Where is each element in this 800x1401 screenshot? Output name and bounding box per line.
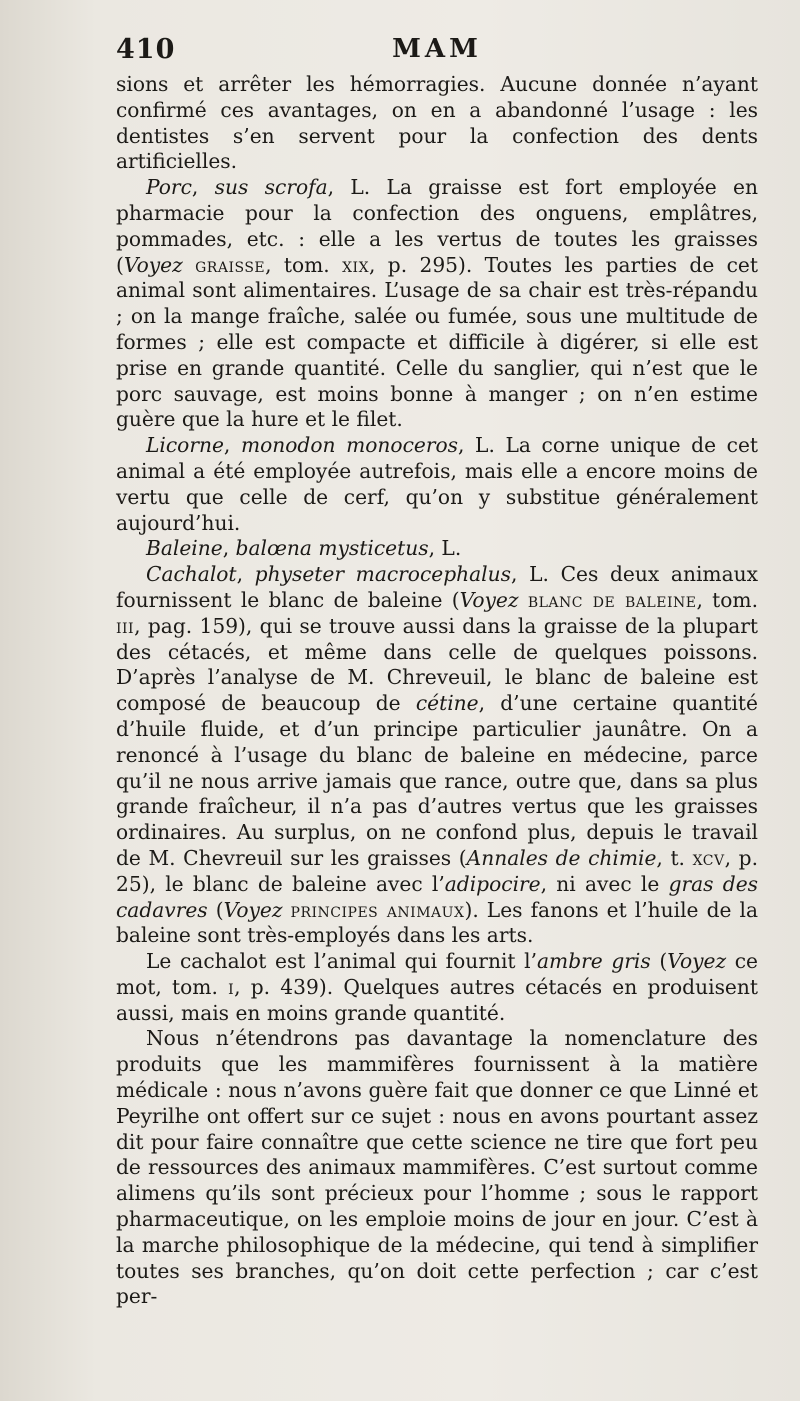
text-run: , <box>223 433 241 458</box>
text-run: ( <box>207 897 224 922</box>
text-run: sions et arrêter les hémorragies. Aucune donnée n’ayant confirmé ces avantages, on en a abandonné l’usage : les dentistes s’en servent pour la confection des dents artificielles. <box>116 72 758 174</box>
italic-run: monodon monoceros <box>240 433 458 458</box>
italic-run: sus scrofa <box>214 175 328 200</box>
text-run: , L. Ces deux animaux fournissent le blanc de baleine ( <box>116 562 758 612</box>
italic-run: cétine <box>415 691 479 716</box>
italic-run: Voyez <box>223 897 283 922</box>
paragraph-p7 <box>116 1026 758 1310</box>
text-run: , p. 25), le blanc de baleine avec l’ <box>116 845 758 896</box>
text-run <box>282 898 290 922</box>
text-run: , tom. <box>696 587 758 612</box>
paragraph-p1 <box>116 72 758 175</box>
paragraph-p3 <box>116 433 758 536</box>
small-caps-run: iii <box>116 613 135 638</box>
text-run: , <box>236 562 255 587</box>
page-number: 410 <box>116 34 176 65</box>
page-header <box>112 34 762 68</box>
small-caps-run: xcv <box>692 845 725 870</box>
text-run: , L. <box>428 536 462 561</box>
paragraph-p4 <box>116 536 758 562</box>
text-run: , <box>191 175 215 200</box>
italic-run: Voyez <box>123 252 183 277</box>
italic-run: balœna mysticetus <box>235 536 429 561</box>
text-run: , pag. 159), qui se trouve aussi dans la graisse de la plupart des cétacés, et même dans celle de quelques poissons. D’après l’analyse de M. Chreveuil, le blanc de baleine est composé de beaucoup de <box>116 613 758 716</box>
text-run: , L. La corne unique de cet animal a été employée autrefois, mais elle a encore moins de vertu que celle de cerf, qu’on y substitue généralement aujourd’hui. <box>116 433 759 535</box>
text-run: , p. 439). Quelques autres cétacés en produisent aussi, mais en moins grande quantité. <box>116 974 758 1025</box>
text-run: ). Les fanons et l’huile de la baleine sont très-employés dans les arts. <box>116 897 758 948</box>
body-text <box>116 72 758 1310</box>
text-run <box>183 253 195 277</box>
italic-run: ambre gris <box>537 949 651 974</box>
text-run: , ni avec le <box>540 871 669 896</box>
small-caps-run: graisse <box>195 252 266 277</box>
italic-run: Voyez <box>459 587 519 612</box>
italic-run: physeter macrocephalus <box>254 562 511 587</box>
small-caps-run: i <box>228 974 235 999</box>
text-run: ( <box>650 949 668 974</box>
text-run: Nous n’étendrons pas davantage la nomenclature des produits que les mammifères fournissent à la matière médicale : nous n’avons guère fait que donner ce que Linné et Peyrilhe ont offert sur ce sujet : nous en avons pourtant assez dit pour faire connaître que cette science ne tire que fort peu de ressources des animaux mammifères. C’est surtout comme alimens qu’ils sont précieux pour l’homme ; sous le rapport pharmaceutique, on les emploie moins de jour en jour. C’est à la marche philosophique de la médecine, qui tend à simplifier toutes ses branches, qu’on doit cette perfection ; car c’est per- <box>116 1026 758 1309</box>
italic-run: Licorne <box>146 433 224 458</box>
text-run: , t. <box>656 845 693 870</box>
small-caps-run: principes animaux <box>290 897 465 922</box>
italic-run: adipocire <box>444 871 541 896</box>
text-run: Le cachalot est l’animal qui fournit l’ <box>146 949 538 974</box>
text-run: ce mot, tom. <box>116 949 758 999</box>
text-run: , p. 295). Toutes les parties de cet animal sont alimentaires. L’usage de sa chair est très-répandu ; on la mange fraîche, salée ou fumée, sous une multitude de formes ; elle est compacte et difficile à digérer, si elle est prise en grande quantité. Celle du sanglier, qui n’est que le porc sauvage, est moins bonne à manger ; on n’en estime guère que la hure et le filet. <box>116 252 758 432</box>
text-run: , tom. <box>265 252 343 277</box>
italic-run: gras des cadavres <box>116 871 759 922</box>
italic-run: Baleine <box>146 536 223 561</box>
italic-run: Cachalot <box>146 562 237 587</box>
italic-run: Annales de chimie <box>466 845 657 870</box>
text-run <box>519 588 528 612</box>
paragraph-p6 <box>116 949 758 1026</box>
italic-run: Porc <box>146 175 192 200</box>
paragraph-p2 <box>116 175 758 433</box>
text-run: , <box>222 536 236 561</box>
paragraph-p5 <box>116 562 758 949</box>
italic-run: Voyez <box>667 949 727 974</box>
text-run: , d’une certaine quantité d’huile fluide, et d’un principe particulier jaunâtre. On a renoncé à l’usage du blanc de baleine en médecine, parce qu’il ne nous arrive jamais que rance, outre que, dans sa plus grande fraîcheur, il n’a pas d’autres vertus que les graisses ordinaires. Au surplus, on ne confond plus, depuis le travail de M. Chevreuil sur les graisses ( <box>116 691 758 870</box>
text-run: , L. La graisse est fort employée en pharmacie pour la confection des onguens, emplâtres, pommades, etc. : elle a les vertus de toutes les graisses ( <box>116 175 758 277</box>
small-caps-run: xix <box>342 252 370 277</box>
running-head: MAM <box>392 34 482 64</box>
small-caps-run: blanc de baleine <box>527 587 697 612</box>
